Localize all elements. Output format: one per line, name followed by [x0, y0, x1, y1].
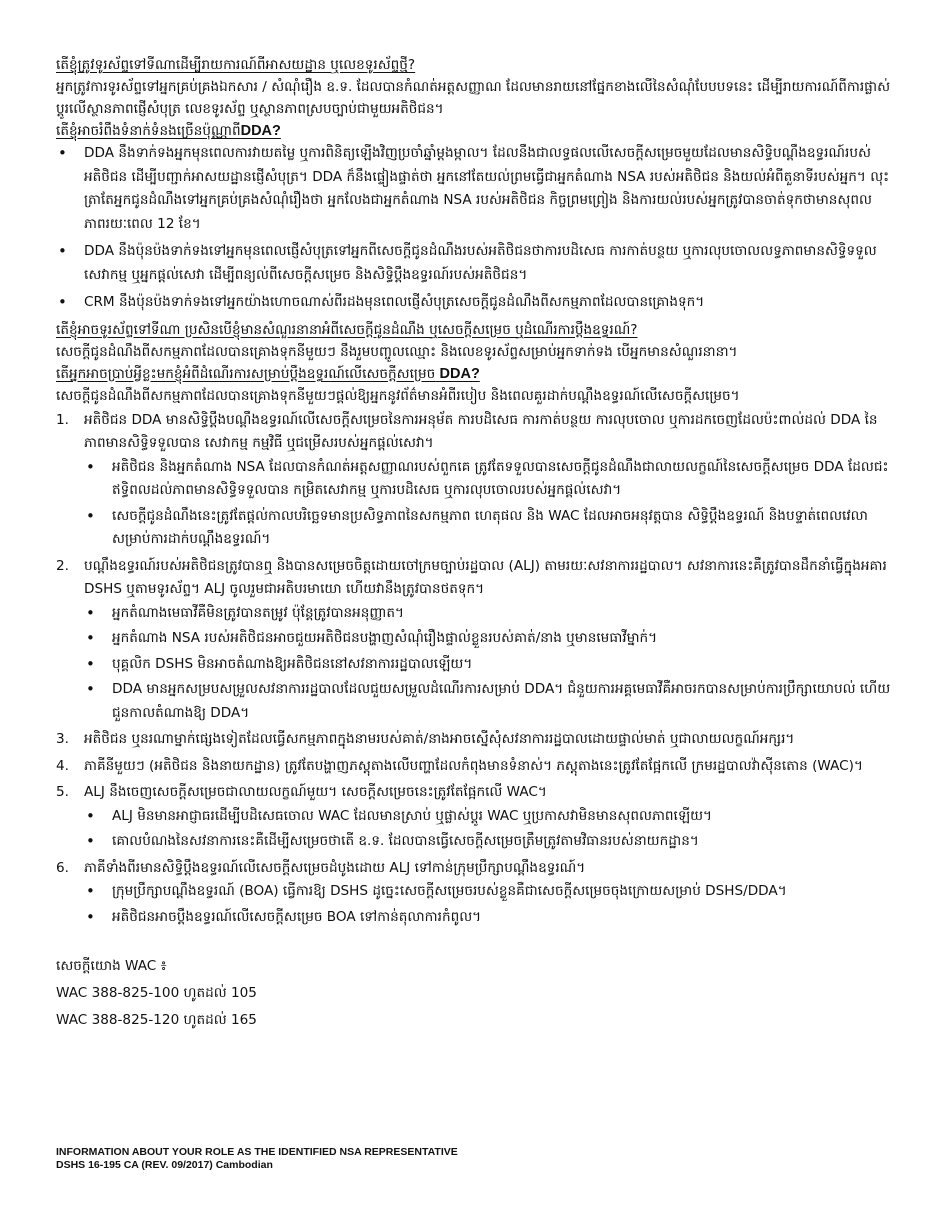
step-number: 5.	[56, 784, 69, 800]
heading-contact-frequency	[56, 120, 896, 142]
heading-contact-frequency-text: តើខ្ញុំអាចរំពឹងទំនាក់ទំនងច្រើនប៉ុណ្ណាពី	[56, 123, 241, 139]
step-text: ALJ នឹងចេញសេចក្តីសម្រេចជាលាយលក្ខណ៍មួយ។ សេចក្តីសម្រេចនេះត្រូវតែផ្អែកលើ WAC។	[84, 784, 547, 800]
step-text: អតិថិជន DDA មានសិទ្ធិប្តឹងបណ្តឹងឧទ្ធរណ៍លើសេចក្តីសម្រេចនៃការអនុម័ត ការបដិសេធ ការកាត់បន្ថយ ការលុបចោល ឬការដកចេញដែលប៉ះពាល់ដល់ DDA នៃភាពមានសិទ្ធិទទួលបាន សេវាកម្ម កម្មវិធី ឬជម្រើសរបស់អ្នកផ្តល់សេវា។	[84, 411, 878, 451]
wac-reference-line: WAC 388-825-120 ហូតដល់ 165	[56, 1012, 257, 1028]
step-text: ភាគីទាំងពីរមានសិទ្ធិប្តឹងឧទ្ធរណ៍លើសេចក្តីសម្រេចដំបូងដោយ ALJ ទៅកាន់ក្រុមប្រឹក្សាបណ្តឹងឧទ្ធរណ៍។	[84, 859, 586, 876]
step-number: 4.	[56, 757, 69, 774]
step-text: អតិថិជន ឬនរណាម្នាក់ផ្សេងទៀតដែលធ្វើសកម្មភាពក្នុងនាមរបស់គាត់/នាងអាចស្នើសុំសវនាការរដ្ឋបាលដោយផ្ទាល់មាត់ ឬជាលាយលក្ខណ៍អក្សរ។	[84, 731, 795, 747]
heading-questions: តើខ្ញុំអាចទូរស័ព្ទទៅទីណា ប្រសិនបើខ្ញុំមានសំណួរនានាអំពីសេចក្តីជូនដំណឹង ឬសេចក្តីសម្រេច ឬដំណើរការប្តឹងឧទ្ធរណ៍?	[56, 321, 638, 338]
footer-title: INFORMATION ABOUT YOUR ROLE AS THE IDENTIFIED NSA REPRESENTATIVE	[56, 1146, 458, 1158]
list-item: • DDA នឹងទាក់ទងអ្នកមុនពេលការវាយតម្លៃ ឬការពិនិត្យឡើងវិញប្រចាំឆ្នាំម្តងម្កាល។ ដែលនឹងជាលទ្ធផលលើសេចក្តីសម្រេចមួយដែលមានសិទ្ធិបណ្តឹងឧទ្ធរណ៍របស់អតិថិជន ដើម្បីបញ្ជាក់អាសយដ្ឋានផ្ញើសំបុត្រ។ DDA ក៏នឹងផ្ទៀងផ្ទាត់ថា អ្នកនៅតែយល់ព្រមធ្វើជាអ្នកតំណាង NSA របស់អតិថិជន និងយល់អំពីតួនាទីរបស់អ្នក។ លុះត្រាតែអ្នកជូនដំណឹងទៅអ្នកគ្រប់គ្រងសំណុំរឿងថា អ្នកលែងជាអ្នកតំណាង NSA របស់អតិថិជន កិច្ចព្រមព្រៀង និងការយល់របស់អ្នកត្រូវបានចាត់ទុកថាមានសុពលភាពរយៈពេល 12 ខែ។	[56, 142, 896, 236]
list-item: • DDA នឹងប៉ុនប៉ងទាក់ទងទៅអ្នកមុនពេលផ្ញើសំបុត្រទៅអ្នកពីសេចក្តីជូនដំណឹងរបស់អតិថិជនថាការបដិសេធ ការកាត់បន្ថយ ឬការលុបចោលលទ្ធភាពមានសិទ្ធិទទួលសេវាកម្ម ឬអ្នកផ្តល់សេវា ដើម្បីពន្យល់ពីសេចក្តីសម្រេច និងសិទ្ធិប្តឹងឧទ្ធរណ៍របស់អតិថិជន។	[56, 240, 896, 287]
sub-item: • អ្នកតំណាង NSA របស់អតិថិជនអាចជួយអតិថិជនបង្ហាញសំណុំរឿងផ្ទាល់ខ្លួនរបស់គាត់/នាង ឬមានមេធាវីម្នាក់។	[84, 627, 896, 651]
appeal-steps-list	[56, 409, 896, 930]
paragraph-appeal-intro: សេចក្តីជូនដំណឹងពីសកម្មភាពដែលបានគ្រោងទុកនីមួយៗផ្តល់ឱ្យអ្នកនូវព័ត៌មានអំពីរបៀប និងពេលគួរដាក់បណ្តឹងឧទ្ធរណ៍លើសេចក្តីសម្រេច។	[56, 387, 740, 404]
heading-report-address: តើខ្ញុំត្រូវទូរស័ព្ទទៅទីណាដើម្បីរាយការណ៍ពីអាសយដ្ឋាន ឬលេខទូរស័ព្ទថ្មី?	[56, 57, 416, 73]
paragraph-questions: សេចក្តីជូនដំណឹងពីសកម្មភាពដែលបានគ្រោងទុកនីមួយៗ នឹងរួមបញ្ចូលឈ្មោះ និងលេខទូរស័ព្ទសម្រាប់អ្នកទាក់ទង បើអ្នកមានសំណួរនានា។	[56, 343, 738, 360]
sub-item: • ALJ មិនមានអាជ្ញាធរដើម្បីបដិសេធចោល WAC ដែលមានស្រាប់ ឬផ្លាស់ប្តូរ WAC ឬប្រកាសវាមិនមានសុពលភាពឡើយ។	[84, 805, 896, 829]
step-number: 1.	[56, 411, 69, 428]
appeal-step-6	[56, 857, 896, 930]
appeal-step-3	[56, 728, 896, 752]
step-sublist	[84, 805, 896, 854]
step-text: ភាគីនីមួយៗ (អតិថិជន និងនាយកដ្ឋាន) ត្រូវតែបង្ហាញភស្តុតាងលើបញ្ហាដែលកំពុងមានទំនាស់។ ភស្តុតាងនេះត្រូវតែផ្អែកលើ ក្រមរដ្ឋបាលវ៉ាស៊ីនតោន (WAC)។	[84, 757, 863, 774]
step-sublist	[84, 456, 896, 552]
heading-contact-frequency-dda: DDA?	[240, 123, 281, 139]
wac-references	[56, 953, 896, 1034]
step-sublist	[84, 602, 896, 726]
step-number: 6.	[56, 859, 69, 876]
heading-appeal-process-dda: DDA?	[439, 365, 480, 382]
sub-item: • សេចក្តីជូនដំណឹងនេះត្រូវតែផ្តល់កាលបរិច្ឆេទមានប្រសិទ្ធភាពនៃសកម្មភាព ហេតុផល និង WAC ដែលអាចអនុវត្តបាន សិទ្ធិប្តឹងឧទ្ធរណ៍ និងបទ្ទាត់ពេលវេលាសម្រាប់ការដាក់បណ្តឹងឧទ្ធរណ៍។	[84, 505, 896, 552]
appeal-step-4	[56, 755, 896, 779]
sub-item: • ក្រុមប្រឹក្សាបណ្តឹងឧទ្ធរណ៍ (BOA) ធ្វើការឱ្យ DSHS ដូច្នេះសេចក្តីសម្រេចរបស់ខ្លួនគឺជាសេចក្តីសម្រេចចុងក្រោយសម្រាប់ DSHS/DDA។	[84, 880, 896, 904]
step-number: 3.	[56, 731, 69, 747]
step-sublist	[84, 880, 896, 929]
sub-item: • អ្នកតំណាងមេធាវីគឺមិនត្រូវបានតម្រូវ ប៉ុន្តែត្រូវបានអនុញ្ញាត។	[84, 602, 896, 626]
footer-form-id: DSHS 16-195 CA (REV. 09/2017) Cambodian	[56, 1159, 273, 1171]
appeal-step-2	[56, 555, 896, 726]
list-item: • CRM នឹងប៉ុនប៉ងទាក់ទងទៅអ្នកយ៉ាងហោចណាស់ពីរដងមុនពេលផ្ញើសំបុត្រសេចក្តីជូនដំណឹងពីសកម្មភាពដែលបានគ្រោងទុក។	[56, 291, 896, 315]
step-number: 2.	[56, 557, 69, 574]
wac-references-title: សេចក្តីយោង WAC ៖	[56, 958, 167, 974]
form-footer	[56, 1146, 458, 1172]
paragraph-report-address: អ្នកត្រូវការទូរស័ព្ទទៅអ្នកគ្រប់គ្រងឯកសារ / សំណុំរឿង ឧ.ទ. ដែលបានកំណត់អត្តសញ្ញាណ ដែលមានរាយនៅផ្នែកខាងលើនៃសំណុំបែបបទនេះ ដើម្បីរាយការណ៍ពីការផ្លាស់ប្តូរលើស្ថានភាពផ្ញើសំបុត្រ លេខទូរស័ព្ទ ឬស្ថានភាពស្របច្បាប់ជាមួយអតិថិជន។	[56, 79, 891, 117]
sub-item: • អតិថិជន និងអ្នកតំណាង NSA ដែលបានកំណត់អត្តសញ្ញាណរបស់ពួកគេ ត្រូវតែទទួលបានសេចក្តីជូនដំណឹងជាលាយលក្ខណ៍នៃសេចក្តីសម្រេច DDA ដែលជះឥទ្ធិពលដល់ភាពមានសិទ្ធិទទួលបាន កម្រិតសេវាកម្ម ឬការបដិសេធ ឬការលុបចោលរបស់អ្នកផ្តល់សេវា។	[84, 456, 896, 503]
sub-item: • អតិថិជនអាចប្តឹងឧទ្ធរណ៍លើសេចក្តីសម្រេច BOA ទៅកាន់តុលាការកំពូល។	[84, 906, 896, 930]
heading-appeal-process-text: តើអ្នកអាចប្រាប់អ្វីខ្លះមកខ្ញុំអំពីដំណើរការសម្រាប់ប្តឹងឧទ្ធរណ៍លើសេចក្តីសម្រេច	[56, 365, 436, 382]
sub-item: • គោលបំណងនៃសវនាការនេះគឺដើម្បីសម្រេចថាតើ ឧ.ទ. ដែលបានធ្វើសេចក្តីសម្រេចត្រឹមត្រូវតាមវិធានរបស់នាយកដ្ឋាន។	[84, 830, 896, 854]
appeal-step-5	[56, 781, 896, 854]
wac-reference-line: WAC 388-825-100 ហូតដល់ 105	[56, 985, 257, 1001]
sub-item: • បុគ្គលិក DSHS មិនអាចតំណាងឱ្យអតិថិជននៅសវនាការរដ្ឋបាលឡើយ។	[84, 653, 896, 677]
appeal-step-1	[56, 409, 896, 552]
sub-item: • DDA មានអ្នកសម្របសម្រួលសវនាការរដ្ឋបាលដែលជួយសម្រួលដំណើរការសម្រាប់ DDA។ ជំនួយការអគ្គមេធាវីគឺអាចរកបានសម្រាប់ការប្រឹក្សាយោបល់ ហើយជួនកាលតំណាងឱ្យ DDA។	[84, 678, 896, 725]
step-text: បណ្តឹងឧទ្ធរណ៍របស់អតិថិជនត្រូវបានឮ និងបានសម្រេចចិត្តដោយចៅក្រមច្បាប់រដ្ឋបាល (ALJ) តាមរយៈសវនាការរដ្ឋបាល។ សវនាការនេះគឺត្រូវបានដឹកនាំធ្វើក្នុងអគារ DSHS ឬតាមទូរស័ព្ទ។ ALJ ចូលរួមជាអតិបរមាយោ ហើយវានឹងត្រូវបានថតទុក។	[84, 557, 887, 597]
contact-frequency-list	[56, 142, 896, 315]
heading-appeal-process	[56, 363, 896, 385]
document-page	[56, 54, 896, 1034]
